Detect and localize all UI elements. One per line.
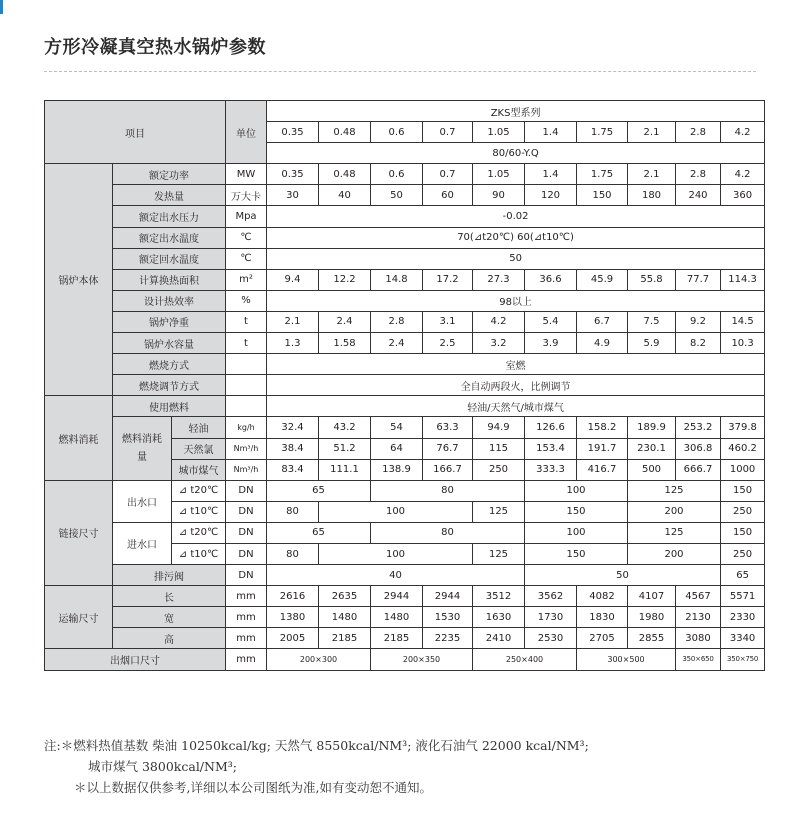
cell: 77.7: [676, 269, 721, 290]
cell: 1000: [721, 459, 765, 480]
row-unit: [226, 354, 267, 375]
row-sublabel: 城市煤气: [172, 459, 226, 480]
cell: 126.6: [525, 417, 577, 438]
cell: 2005: [267, 628, 319, 649]
cell: 90: [473, 185, 525, 206]
cell: 65: [267, 480, 371, 501]
row-label: 额定出水温度: [113, 227, 226, 248]
cell: 4082: [577, 586, 628, 607]
cell: 333.3: [525, 459, 577, 480]
cell: 125: [473, 501, 525, 522]
row-sublabel: 轻油: [172, 417, 226, 438]
model-cell: 2.1: [628, 122, 676, 143]
cell: 60: [423, 185, 473, 206]
cell: 666.7: [676, 459, 721, 480]
cell: 全自动两段火，比例调节: [267, 375, 765, 396]
header-unit: 单位: [226, 101, 267, 164]
row-unit: kg/h: [226, 417, 267, 438]
cell: 14.8: [371, 269, 423, 290]
cell: 100: [319, 543, 473, 564]
cell: 65: [267, 522, 371, 543]
cell: 125: [628, 522, 721, 543]
row-label: 燃烧调节方式: [113, 375, 226, 396]
cell: 1980: [628, 607, 676, 628]
cell: 306.8: [676, 438, 721, 459]
cell: 250: [721, 543, 765, 564]
cell: 80: [371, 480, 525, 501]
row-unit: t: [226, 333, 267, 354]
table-row: [45, 522, 765, 543]
cell: 150: [525, 501, 628, 522]
cell: 1.75: [577, 164, 628, 185]
cell: 6.7: [577, 311, 628, 332]
table-row: [45, 354, 765, 375]
row-unit: Nm³/h: [226, 459, 267, 480]
model-cell: 2.8: [676, 122, 721, 143]
cell: 80: [371, 522, 525, 543]
cell: 2616: [267, 586, 319, 607]
cell: 0.6: [371, 164, 423, 185]
cell: 250: [473, 459, 525, 480]
group-trans: 运输尺寸: [45, 586, 113, 649]
cell: 230.1: [628, 438, 676, 459]
cell: 200×350: [371, 649, 473, 670]
row-unit: ℃: [226, 227, 267, 248]
cell: 51.2: [319, 438, 371, 459]
cell: 2.1: [267, 311, 319, 332]
table-row: [45, 333, 765, 354]
row-unit: DN: [226, 543, 267, 564]
table-row: [45, 375, 765, 396]
cell: 350×750: [721, 649, 765, 670]
cell: 70(⊿t20℃) 60(⊿t10℃): [267, 227, 765, 248]
row-label: 设计热效率: [113, 290, 226, 311]
cell: 2.4: [371, 333, 423, 354]
row-unit: mm: [226, 586, 267, 607]
row-label: 长: [113, 586, 226, 607]
cell: 3080: [676, 628, 721, 649]
note-line-1: 注:＊燃料热值基数 柴油 10250kcal/kg; 天然气 8550kcal/NM³; 液化石油气 22000 kcal/NM³;: [44, 738, 589, 753]
cell: 500: [628, 459, 676, 480]
cell: 1480: [371, 607, 423, 628]
model-cell: 0.6: [371, 122, 423, 143]
cell: 5571: [721, 586, 765, 607]
cell: 2944: [423, 586, 473, 607]
row-unit: MW: [226, 164, 267, 185]
cell: 460.2: [721, 438, 765, 459]
cell: 3.9: [525, 333, 577, 354]
row-unit: [226, 375, 267, 396]
cell: 2944: [371, 586, 423, 607]
cell: 4567: [676, 586, 721, 607]
model-cell: 0.48: [319, 122, 371, 143]
cell: 7.5: [628, 311, 676, 332]
cell: 1530: [423, 607, 473, 628]
cell: 200: [628, 543, 721, 564]
cell: 0.48: [319, 164, 371, 185]
cell: 189.9: [628, 417, 676, 438]
cell: 83.4: [267, 459, 319, 480]
cell: 191.7: [577, 438, 628, 459]
cell: 10.3: [721, 333, 765, 354]
cell: 40: [319, 185, 371, 206]
cell: 94.9: [473, 417, 525, 438]
cell: 3.1: [423, 311, 473, 332]
row-sublabel: 天然氯: [172, 438, 226, 459]
row-label: 额定回水温度: [113, 248, 226, 269]
cell: 2185: [371, 628, 423, 649]
cell: 54: [371, 417, 423, 438]
cell: 2130: [676, 607, 721, 628]
cell: 80: [267, 543, 319, 564]
row-unit: ℃: [226, 248, 267, 269]
cell: 50: [267, 248, 765, 269]
cell: 4.2: [721, 164, 765, 185]
row-unit: Nm³/h: [226, 438, 267, 459]
cell: 2330: [721, 607, 765, 628]
cell: 40: [267, 565, 525, 586]
cell: 1480: [319, 607, 371, 628]
group-body: 锅炉本体: [45, 164, 113, 396]
cell: 1730: [525, 607, 577, 628]
table-row: [45, 649, 765, 670]
header-temp-spec: 80/60-Y.Q: [267, 143, 765, 164]
cell: 2235: [423, 628, 473, 649]
cell: 100: [319, 501, 473, 522]
row-unit: mm: [226, 628, 267, 649]
note-line-2: 城市煤气 3800kcal/NM³;: [88, 759, 237, 774]
cell: 158.2: [577, 417, 628, 438]
cell: 室燃: [267, 354, 765, 375]
cell: 17.2: [423, 269, 473, 290]
model-cell: 4.2: [721, 122, 765, 143]
cell: 30: [267, 185, 319, 206]
cell: 200: [628, 501, 721, 522]
cell: 38.4: [267, 438, 319, 459]
cell: 150: [577, 185, 628, 206]
row-unit: Mpa: [226, 206, 267, 227]
cell: 125: [473, 543, 525, 564]
table-row: [45, 417, 765, 438]
cell: 2705: [577, 628, 628, 649]
cell: 55.8: [628, 269, 676, 290]
row-label: 燃烧方式: [113, 354, 226, 375]
cell: 300×500: [577, 649, 676, 670]
cell: 65: [721, 565, 765, 586]
row-label: 使用燃料: [113, 396, 226, 417]
delta-t10-label: ⊿ t10℃: [172, 543, 226, 564]
cell: 120: [525, 185, 577, 206]
header-series: ZKS型系列: [267, 101, 765, 122]
row-unit: DN: [226, 501, 267, 522]
cell: 45.9: [577, 269, 628, 290]
cell: 36.6: [525, 269, 577, 290]
cell: 2.1: [628, 164, 676, 185]
cell: 1630: [473, 607, 525, 628]
cell: 240: [676, 185, 721, 206]
model-cell: 0.7: [423, 122, 473, 143]
group-fuel: 燃料消耗: [45, 396, 113, 480]
cell: 1.05: [473, 164, 525, 185]
row-label: 宽: [113, 607, 226, 628]
header-row-series: [45, 101, 765, 122]
note-line-3: ＊以上数据仅供参考,详细以本公司图纸为准,如有变动恕不通知。: [74, 780, 432, 795]
footnotes: [44, 735, 756, 798]
cell: 150: [721, 522, 765, 543]
cell: 50: [525, 565, 721, 586]
cell: 2.8: [676, 164, 721, 185]
cell: 1.3: [267, 333, 319, 354]
cell: 360: [721, 185, 765, 206]
table-row: [45, 185, 765, 206]
row-label: 出烟口尺寸: [45, 649, 226, 670]
cell: 115: [473, 438, 525, 459]
cell: 1.58: [319, 333, 371, 354]
cell: 253.2: [676, 417, 721, 438]
row-unit: mm: [226, 649, 267, 670]
cell: 98以上: [267, 290, 765, 311]
cell: 3512: [473, 586, 525, 607]
row-unit: 万大卡: [226, 185, 267, 206]
spec-table: [44, 100, 765, 671]
cell: 166.7: [423, 459, 473, 480]
cell: 3340: [721, 628, 765, 649]
row-unit: DN: [226, 565, 267, 586]
model-cell: 1.75: [577, 122, 628, 143]
cell: 150: [721, 480, 765, 501]
cell: 轻油/天然气/城市煤气: [267, 396, 765, 417]
cell: 80: [267, 501, 319, 522]
cell: 2855: [628, 628, 676, 649]
page-title: 方形冷凝真空热水锅炉参数: [44, 37, 266, 58]
cell: 9.2: [676, 311, 721, 332]
row-label: 发热量: [113, 185, 226, 206]
table-row: [45, 396, 765, 417]
cell: -0.02: [267, 206, 765, 227]
table-row: [45, 565, 765, 586]
cell: 138.9: [371, 459, 423, 480]
cell: 250×400: [473, 649, 577, 670]
cell: 153.4: [525, 438, 577, 459]
cell: 350×650: [676, 649, 721, 670]
table-row: [45, 480, 765, 501]
row-label: 燃料消耗量: [113, 417, 172, 480]
row-unit: DN: [226, 522, 267, 543]
cell: 4.2: [473, 311, 525, 332]
cell: 100: [525, 480, 628, 501]
cell: 379.8: [721, 417, 765, 438]
cell: 0.35: [267, 164, 319, 185]
delta-t10-label: ⊿ t10℃: [172, 501, 226, 522]
table-row: [45, 628, 765, 649]
header-item: 项目: [45, 101, 226, 164]
model-cell: 1.05: [473, 122, 525, 143]
cell: 50: [371, 185, 423, 206]
cell: 2.4: [319, 311, 371, 332]
cell: 32.4: [267, 417, 319, 438]
cell: 9.4: [267, 269, 319, 290]
table-row: [45, 290, 765, 311]
cell: 1830: [577, 607, 628, 628]
cell: 27.3: [473, 269, 525, 290]
inlet-label: 进水口: [113, 522, 172, 564]
cell: 150: [525, 543, 628, 564]
outlet-label: 出水口: [113, 480, 172, 522]
cell: 3562: [525, 586, 577, 607]
row-label: 锅炉水容量: [113, 333, 226, 354]
cell: 1380: [267, 607, 319, 628]
table-row: [45, 607, 765, 628]
cell: 125: [628, 480, 721, 501]
cell: 43.2: [319, 417, 371, 438]
row-unit: mm: [226, 607, 267, 628]
table-row: [45, 248, 765, 269]
cell: 12.2: [319, 269, 371, 290]
delta-t20-label: ⊿ t20℃: [172, 522, 226, 543]
cell: 180: [628, 185, 676, 206]
table-row: [45, 206, 765, 227]
cell: 4.9: [577, 333, 628, 354]
cell: 63.3: [423, 417, 473, 438]
cell: 111.1: [319, 459, 371, 480]
cell: 64: [371, 438, 423, 459]
title-divider: [44, 71, 756, 72]
table-row: [45, 311, 765, 332]
cell: 5.9: [628, 333, 676, 354]
accent-bar: [0, 0, 3, 14]
row-label: 计算换热面积: [113, 269, 226, 290]
cell: 2.8: [371, 311, 423, 332]
row-label: 锅炉净重: [113, 311, 226, 332]
cell: 76.7: [423, 438, 473, 459]
row-unit: t: [226, 311, 267, 332]
table-row: [45, 164, 765, 185]
cell: 0.7: [423, 164, 473, 185]
row-label: 排污阀: [113, 565, 226, 586]
cell: 2185: [319, 628, 371, 649]
cell: 100: [525, 522, 628, 543]
cell: 250: [721, 501, 765, 522]
row-label: 高: [113, 628, 226, 649]
delta-t20-label: ⊿ t20℃: [172, 480, 226, 501]
model-cell: 1.4: [525, 122, 577, 143]
cell: 114.3: [721, 269, 765, 290]
cell: 3.2: [473, 333, 525, 354]
cell: 5.4: [525, 311, 577, 332]
row-unit: DN: [226, 480, 267, 501]
table-row: [45, 269, 765, 290]
row-unit: [226, 396, 267, 417]
cell: 14.5: [721, 311, 765, 332]
table-row: [45, 586, 765, 607]
cell: 2530: [525, 628, 577, 649]
cell: 8.2: [676, 333, 721, 354]
cell: 200×300: [267, 649, 371, 670]
group-conn: 链接尺寸: [45, 480, 113, 585]
cell: 2635: [319, 586, 371, 607]
cell: 416.7: [577, 459, 628, 480]
cell: 2410: [473, 628, 525, 649]
row-unit: %: [226, 290, 267, 311]
row-label: 额定功率: [113, 164, 226, 185]
model-cell: 0.35: [267, 122, 319, 143]
table-row: [45, 227, 765, 248]
row-label: 额定出水压力: [113, 206, 226, 227]
cell: 4107: [628, 586, 676, 607]
cell: 2.5: [423, 333, 473, 354]
cell: 1.4: [525, 164, 577, 185]
row-unit: m²: [226, 269, 267, 290]
